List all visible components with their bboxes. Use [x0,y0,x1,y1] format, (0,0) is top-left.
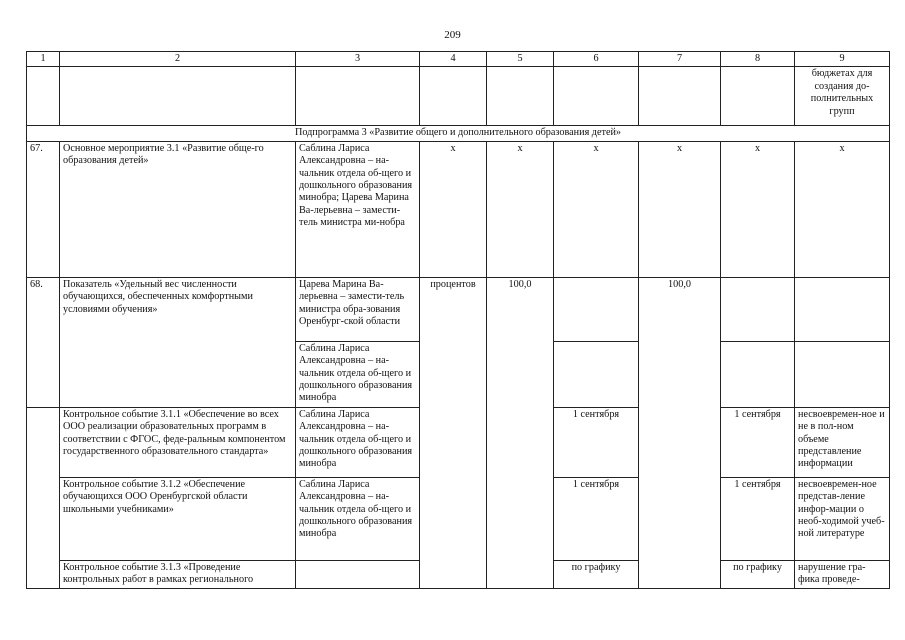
event-responsible [296,560,420,588]
cell-x: х [554,141,639,277]
table-row-67 [27,141,890,277]
header-cell: 5 [487,52,554,67]
header-cell: 9 [795,52,890,67]
event-risk: нарушение гра-фика проведе- [795,560,890,588]
header-cell: 1 [27,52,60,67]
continuation-row [27,67,890,126]
row-responsible: Саблина Лариса Александровна – на-чальник отдела об-щего и дошкольного образования минобра [296,341,420,407]
empty-cell [554,277,639,341]
empty-cell [795,277,890,341]
row-name: Показатель «Удельный вес численности обучающихся, обеспеченных комфортными условиями обучения» [60,277,296,407]
event-responsible: Саблина Лариса Александровна – на-чальник отдела об-щего и дошкольного образования минобра [296,477,420,560]
cell-x: х [487,141,554,277]
header-cell: 7 [639,52,721,67]
plan-table [26,51,890,589]
cell-x: х [721,141,795,277]
subprogram-title: Подпрограмма 3 «Развитие общего и дополнительного образования детей» [27,126,890,141]
empty-cell [721,341,795,407]
value-cell: 100,0 [639,277,721,588]
header-row [27,52,890,67]
row-responsible: Саблина Лариса Александровна – на-чальник отдела об-щего и дошкольного образования минобра; Царева Марина Ва-лерьевна – замести-тель министра ми-нобра [296,141,420,277]
value-cell: 100,0 [487,277,554,588]
row-number: 68. [27,277,60,407]
event-date: по графику [721,560,795,588]
row-number: 67. [27,141,60,277]
continuation-text: бюджетах для создания до-полнительных групп [795,67,890,126]
event-date: 1 сентября [721,477,795,560]
event-name: Контрольное событие 3.1.1 «Обеспечение во всех ООО реализации образовательных программ в соответствии с ФГОС, феде-ральным компонентом государственного образовательного стандарта» [60,407,296,477]
event-date: 1 сентября [554,477,639,560]
header-cell: 6 [554,52,639,67]
empty-cell [795,341,890,407]
subprogram-row [27,126,890,141]
event-date: 1 сентября [721,407,795,477]
event-date: 1 сентября [554,407,639,477]
cell-x: х [795,141,890,277]
empty-cell [721,277,795,341]
table-row-68 [27,277,890,341]
cell-x: х [420,141,487,277]
empty-cell [554,341,639,407]
event-responsible: Саблина Лариса Александровна – на-чальник отдела об-щего и дошкольного образования минобра [296,407,420,477]
unit-cell: процентов [420,277,487,588]
cell-x: х [639,141,721,277]
header-cell: 2 [60,52,296,67]
page-number: 209 [444,29,461,41]
row-responsible: Царева Марина Ва-лерьевна – замести-тель министра обра-зования Оренбург-ской области [296,277,420,341]
event-name: Контрольное событие 3.1.3 «Проведение контрольных работ в рамках регионального [60,560,296,588]
header-cell: 4 [420,52,487,67]
header-cell: 3 [296,52,420,67]
event-risk: несвоевремен-ное представ-ление инфор-мации о необ-ходимой учеб-ной литературе [795,477,890,560]
event-risk: несвоевремен-ное и не в пол-ном объеме представление информации [795,407,890,477]
row-name: Основное мероприятие 3.1 «Развитие обще-го образования детей» [60,141,296,277]
event-name: Контрольное событие 3.1.2 «Обеспечение обучающихся ООО Оренбургской области школьными учебниками» [60,477,296,560]
header-cell: 8 [721,52,795,67]
event-date: по графику [554,560,639,588]
